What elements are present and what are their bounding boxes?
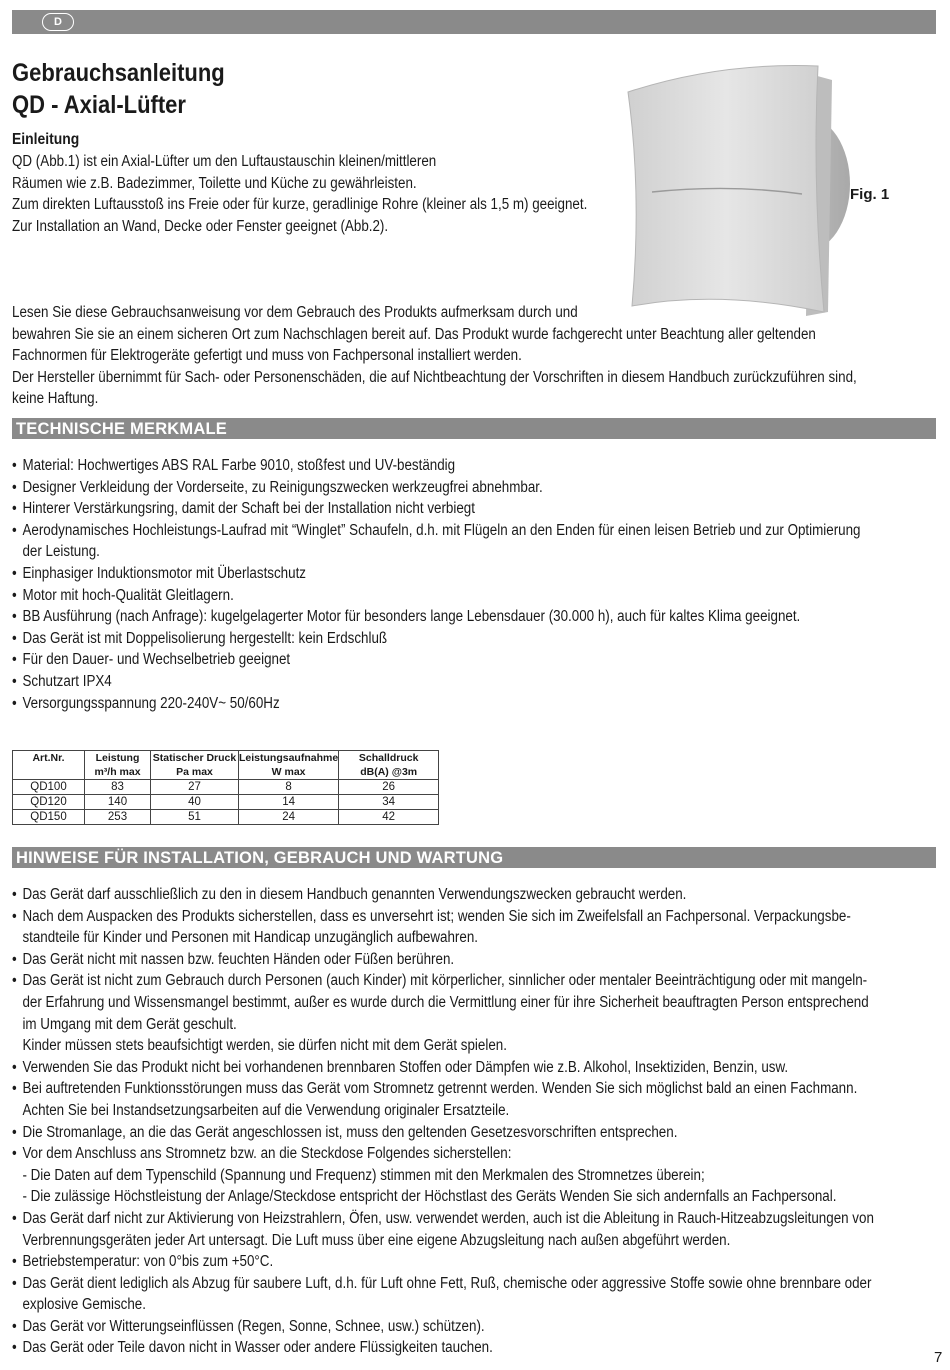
table-row <box>13 780 439 795</box>
table-cell: QD150 <box>13 810 85 825</box>
notice-line: bewahren Sie sie an einem sicheren Ort zum Nachschlagen bereit auf. Das Produkt wurde fachgerecht unter Beachtung aller geltenden <box>12 325 816 343</box>
table-cell: 42 <box>339 810 439 825</box>
intro-heading: Einleitung <box>12 131 80 148</box>
figure-label: Fig. 1 <box>850 186 890 203</box>
note-item: • Vor dem Anschluss ans Stromnetz bzw. an die Steckdose Folgendes sicherstellen: <box>12 1143 939 1165</box>
intro-paragraph <box>12 151 634 237</box>
table-header-cell: dB(A) @3m <box>339 765 439 780</box>
note-item: • Das Gerät dient lediglich als Abzug für saubere Luft, d.h. für Luft ohne Fett, Ruß, chemische oder aggressive Stoffe sowie ohne brennbare oder <box>12 1273 939 1295</box>
table-cell: 253 <box>85 810 151 825</box>
table-cell: 34 <box>339 795 439 810</box>
note-item: • Nach dem Auspacken des Produkts sicherstellen, dass es unversehrt ist; wenden Sie sich im Zweifelsfall an Fachpersonal. Verpackungsbe- <box>12 906 939 928</box>
installation-heading: HINWEISE FÜR INSTALLATION, GEBRAUCH UND WARTUNG <box>16 849 504 867</box>
feature-item-continuation: der Leistung. <box>22 543 100 561</box>
table-cell: 27 <box>151 780 239 795</box>
notice-line: Lesen Sie diese Gebrauchsanweisung vor dem Gebrauch des Produkts aufmerksam durch und <box>12 304 578 321</box>
note-item-continuation: Verbrennungsgeräten jeder Art untersagt. Die Luft muss über eine eigene Abzugsleitung nach außen abgeführt werden. <box>22 1231 731 1249</box>
feature-item: • Material: Hochwertiges ABS RAL Farbe 9010, stoßfest und UV-beständig <box>12 455 939 477</box>
table-header-cell: Pa max <box>151 765 239 780</box>
table-cell: 51 <box>151 810 239 825</box>
note-item: • Die Stromanlage, an die das Gerät angeschlossen ist, muss den geltenden Gesetzesvorschriften entsprechen. <box>12 1122 939 1144</box>
feature-item: • Versorgungsspannung 220-240V~ 50/60Hz <box>12 693 939 715</box>
table-cell: 26 <box>339 780 439 795</box>
intro-line: QD (Abb.1) ist ein Axial-Lüfter um den Luftaustauschin kleinen/mittleren <box>12 153 437 170</box>
table-cell: 14 <box>239 795 339 810</box>
table-cell: 24 <box>239 810 339 825</box>
table-cell: QD100 <box>13 780 85 795</box>
note-item: • Bei auftretenden Funktionsstörungen muss das Gerät vom Stromnetz getrennt werden. Wenden Sie sich möglichst bald an einen Fachmann. <box>12 1078 939 1100</box>
title-line-1: Gebrauchsanleitung <box>12 59 225 87</box>
note-item: • Das Gerät darf ausschließlich zu den in diesem Handbuch genannten Verwendungszwecken gebraucht werden. <box>12 884 939 906</box>
page-title <box>12 57 225 121</box>
table-header-cell: Leistung <box>85 751 151 766</box>
note-item: • Das Gerät vor Witterungseinflüssen (Regen, Sonne, Schnee, usw.) schützen). <box>12 1316 939 1338</box>
feature-item: • Designer Verkleidung der Vorderseite, zu Reinigungszwecken werkzeugfrei abnehmbar. <box>12 477 939 499</box>
note-item-continuation: - Die zulässige Höchstleistung der Anlage/Steckdose entspricht der Höchstlast des Geräts Wenden Sie sich andernfalls an Fachpersonal. <box>22 1188 837 1206</box>
feature-item: • Einphasiger Induktionsmotor mit Überlastschutz <box>12 563 939 585</box>
table-header-cell: Leistungsaufnahme <box>239 752 339 764</box>
note-item-continuation: Achten Sie bei Instandsetzungsarbeiten auf die Verwendung originaler Ersatzteile. <box>22 1101 510 1119</box>
note-item-continuation: Kinder müssen stets beaufsichtigt werden, sie dürfen nicht mit dem Gerät spielen. <box>22 1037 507 1055</box>
feature-item: • Schutzart IPX4 <box>12 671 939 693</box>
technical-heading: TECHNISCHE MERKMALE <box>16 420 227 438</box>
feature-item: • Motor mit hoch-Qualität Gleitlagern. <box>12 585 939 607</box>
note-item-continuation: der Erfahrung und Wissensmangel bestimmt, außer es wurde durch die Vermittlung einer für ihre Sicherheit beauftragten Person entsprechend <box>22 993 869 1011</box>
table-cell: 8 <box>239 780 339 795</box>
note-item: • Das Gerät ist nicht zum Gebrauch durch Personen (auch Kinder) mit körperlicher, sinnlicher oder mentaler Beeinträchtigung oder mit mangeln- <box>12 970 939 992</box>
title-line-2: QD - Axial-Lüfter <box>12 91 186 119</box>
notice-line: Fachnormen für Elektrogeräte gefertigt und muss von Fachpersonal installiert werden. <box>12 347 522 365</box>
note-item: • Das Gerät darf nicht zur Aktivierung von Heizstrahlern, Öfen, usw. verwendet werden, auch ist die Ableitung in Rauch-Hitzeabzugsleitungen von <box>12 1208 939 1230</box>
note-item-continuation: - Die Daten auf dem Typenschild (Spannung und Frequenz) stimmen mit den Merkmalen des Stromnetzes überein; <box>22 1166 705 1184</box>
feature-item: • Aerodynamisches Hochleistungs-Laufrad mit “Winglet” Schaufeln, d.h. mit Flügeln an den Enden für einen leisen Betrieb und zur Optimierung <box>12 520 939 542</box>
fan-product-image <box>610 54 850 324</box>
intro-line: Räumen wie z.B. Badezimmer, Toilette und Küche zu gewährleisten. <box>12 174 417 192</box>
technical-features-list <box>12 455 939 714</box>
notice-line: keine Haftung. <box>12 390 99 408</box>
feature-item: • BB Ausführung (nach Anfrage): kugelgelagerter Motor für besonders lange Lebensdauer (30.000 h), auch für kaltes Klima geeignet. <box>12 606 939 628</box>
note-item-continuation: standteile für Kinder und Personen mit Handicap unzugänglich aufbewahren. <box>22 929 478 947</box>
specification-table <box>12 750 439 825</box>
intro-line: Zur Installation an Wand, Decke oder Fenster geeignet (Abb.2). <box>12 217 389 235</box>
table-header-cell <box>13 765 85 780</box>
table-header-cell: m³/h max <box>85 765 151 780</box>
note-item: • Das Gerät nicht mit nassen bzw. feuchten Händen oder Füßen berühren. <box>12 949 939 971</box>
note-item: • Betriebstemperatur: von 0°bis zum +50°C. <box>12 1251 939 1273</box>
feature-item: • Das Gerät ist mit Doppelisolierung hergestellt: kein Erdschluß <box>12 628 939 650</box>
table-cell: 140 <box>85 795 151 810</box>
reading-notice <box>12 302 934 410</box>
header-bar <box>12 10 936 34</box>
installation-section-header <box>12 847 936 868</box>
installation-notes-list <box>12 884 939 1359</box>
note-item-continuation: explosive Gemische. <box>22 1296 146 1314</box>
table-cell: 40 <box>151 795 239 810</box>
notice-line: Der Hersteller übernimmt für Sach- oder Personenschäden, die auf Nichtbeachtung der Vorschriften in diesem Handbuch zurückzuführen sind, <box>12 368 857 386</box>
table-cell: QD120 <box>13 795 85 810</box>
technical-section-header <box>12 418 936 439</box>
table-header-cell: Schalldruck <box>339 751 439 766</box>
intro-line: Zum direkten Luftausstoß ins Freie oder für kurze, geradlinige Rohre (kleiner als 1,5 m) geeignet. <box>12 196 588 214</box>
note-item-continuation: im Umgang mit dem Gerät geschult. <box>22 1015 237 1033</box>
table-header-cell: Statischer Druck <box>151 751 239 766</box>
table-row <box>13 810 439 825</box>
note-item: • Das Gerät oder Teile davon nicht in Wasser oder andere Flüssigkeiten tauchen. <box>12 1337 939 1359</box>
table-cell: 83 <box>85 780 151 795</box>
table-header-cell: Art.Nr. <box>13 751 85 766</box>
table-header-cell: W max <box>239 765 339 780</box>
note-item: • Verwenden Sie das Produkt nicht bei vorhandenen brennbaren Stoffen oder Dämpfen wie z.B. Alkohol, Insektiziden, Benzin, usw. <box>12 1057 939 1079</box>
table-row <box>13 795 439 810</box>
feature-item: • Für den Dauer- und Wechselbetrieb geeignet <box>12 649 939 671</box>
feature-item: • Hinterer Verstärkungsring, damit der Schaft bei der Installation nicht verbiegt <box>12 498 939 520</box>
language-badge: D <box>42 13 74 31</box>
page-number: 7 <box>934 1349 943 1366</box>
